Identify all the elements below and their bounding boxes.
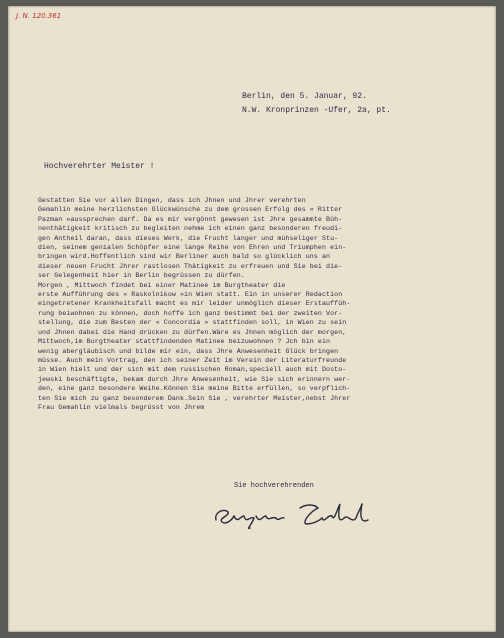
archive-mark: J. N. 120.361 (16, 12, 62, 20)
body-line: Gemahlin meine herzlichsten Glückwünsche zu dem grossen Erfolg des « Ritter (38, 206, 343, 214)
body-line: Frau Gemahlin vielmals begrüsst von Jhrem (38, 403, 205, 411)
body-line: rung beiwohnen zu können, doch hoffe ich ganz bestimmt bei der zweiten Vor- (38, 309, 343, 317)
letter-body (38, 196, 488, 412)
body-line: und Jhnen dabei die Hand drücken zu dürfen.Wäre es Jhnen möglich der morgen, (38, 328, 347, 336)
body-line: nenthätigkeit kritisch zu begleiten nehme ich einen ganz besonderen freudi- (38, 225, 343, 233)
body-line: Morgen , Mittwoch findet bei einer Matinee im Burgtheater die (38, 281, 286, 289)
body-line: den, eine ganz besondere Weihe.Können Sie meine Bitte erfüllen, so verpflich- (38, 385, 351, 393)
body-line: stellung, die zum Besten der « Concordia » stattfinden soll, in Wien zu sein (38, 319, 347, 327)
body-line: gen Antheil daran, dass dieses Werk, die Frucht langer und mühseliger Stu- (38, 234, 339, 242)
body-line: dien, seinem genialen Schöpfer eine lange Reihe von Ehren und Triumphen ein- (38, 244, 347, 252)
body-line: wenig abergläubisch und bilde mir ein, dass Jhre Anwesenheit Glück bringen (38, 347, 339, 355)
body-line: müsse. Auch mein Vortrag, den ich seiner Zeit im Verein der Literaturfreunde (38, 356, 347, 364)
body-line: jewski beschäftigte, bekam durch Jhre Anwesenheit, wie Sie sich erinnern wer- (38, 375, 351, 383)
date-line: Berlin, den 5. Januar, 92. (242, 92, 367, 101)
letter-sheet (8, 6, 496, 632)
body-line: in Wien hielt und der sich mit dem russischen Roman,speciell auch mit Dosto- (38, 366, 347, 374)
body-line: eingetretener Krankheitsfall macht es mir leider unmöglich dieser Erstauffüh- (38, 300, 351, 308)
body-line: Mittwoch,im Burgtheater stattfindenden Matinee beizuwohnen ? Jch bin ein (38, 338, 331, 346)
letter-header (242, 90, 391, 118)
signature (210, 494, 370, 534)
closing-line: Sie hochverehrenden (234, 482, 314, 490)
body-line: ser Gelegenheit hier in Berlin begrüssen zu dürfen. (38, 272, 245, 280)
address-line: N.W. Kronprinzen -Ufer, 2a, pt. (242, 106, 391, 115)
body-line: dieser neuen Frucht Jhrer rastlosen Thätigkeit zu erfreuen und Sie bei die- (38, 262, 343, 270)
body-line: erste Aufführung des « Raskolnikow »in Wien statt. Ein in unserer Redaction (38, 291, 343, 299)
body-line: bringen wird.Hoffentlich sind wir Berliner auch bald so glücklich uns an (38, 253, 331, 261)
salutation: Hochverehrter Meister ! (44, 162, 155, 171)
body-line: Gestatten Sie vor allen Dingen, dass ich Jhnen und Jhrer verehrten (38, 197, 306, 204)
body-line: Pazman »aussprechen darf. Da es mir vergönnt gewesen ist Jhre gesammte Büh- (38, 215, 343, 223)
body-line: ten Sie mich zu ganz besonderem Dank.Sein Sie , verehrter Meister,nebst Jhrer (38, 394, 351, 402)
